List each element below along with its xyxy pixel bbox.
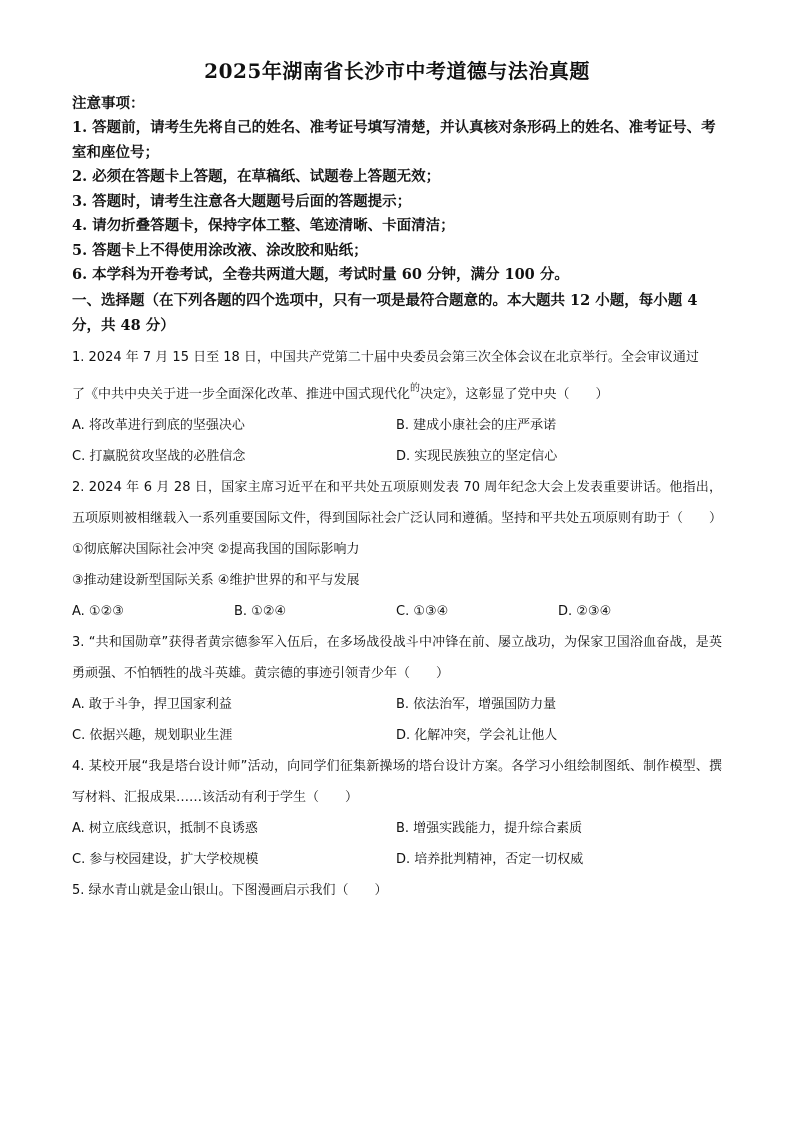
- question-2-option-b[interactable]: B. ①②④: [234, 603, 287, 619]
- notice-block: [72, 92, 722, 288]
- notice-item-2: 2. 必须在答题卡上答题，在草稿纸、试题卷上答题无效；: [72, 168, 441, 185]
- question-4-option-c[interactable]: C. 参与校园建设，扩大学校规模: [72, 851, 259, 867]
- question-2-statements-line1: ①彻底解决国际社会冲突 ②提高我国的国际影响力: [72, 541, 360, 557]
- question-1-option-a[interactable]: A. 将改革进行到底的坚强决心: [72, 417, 245, 433]
- notice-heading: 注意事项：: [72, 95, 145, 112]
- question-4: [72, 751, 722, 875]
- question-2-options: [72, 596, 722, 627]
- question-1-stem-part-a: 了《中共中央关于进一步全面深化改革、推进中国式现代化: [72, 386, 411, 402]
- question-3-option-c[interactable]: C. 依据兴趣，规划职业生涯: [72, 727, 233, 743]
- question-2-option-c[interactable]: C. ①③④: [396, 603, 449, 619]
- page-title: 2025年湖南省长沙市中考道德与法治真题: [204, 59, 590, 83]
- section-heading-choice: 一、选择题（在下列各题的四个选项中，只有一项是最符合题意的。本大题共 12 小题，每小题 4 分，共 48 分）: [72, 291, 698, 334]
- question-3-option-a[interactable]: A. 敢于斗争，捍卫国家利益: [72, 696, 232, 712]
- question-1-option-c[interactable]: C. 打赢脱贫攻坚战的必胜信念: [72, 448, 246, 464]
- question-1-options: [72, 410, 722, 472]
- question-2-option-d[interactable]: D. ②③④: [558, 603, 612, 619]
- question-4-stem: 4. 某校开展“我是塔台设计师”活动，向同学们征集新操场的塔台设计方案。各学习小组绘制图纸、制作模型、撰写材料、汇报成果……该活动有利于学生（ ）: [72, 758, 722, 805]
- question-1-option-d[interactable]: D. 实现民族独立的坚定信心: [396, 448, 558, 464]
- question-1-stem-de: 的: [410, 382, 421, 394]
- notice-item-3: 3. 答题时，请考生注意各大题题号后面的答题提示；: [72, 192, 412, 210]
- question-4-option-d[interactable]: D. 培养批判精神，否定一切权威: [396, 851, 584, 867]
- question-1: [72, 342, 722, 472]
- question-1-stem-part-b: 决定》，这彰显了党中央（ ）: [420, 386, 609, 402]
- notice-item-1: 1. 答题前，请考生先将自己的姓名、准考证号填写清楚，并认真核对条形码上的姓名、准考证号、考室和座位号；: [72, 119, 716, 161]
- question-2-statements-line2: ③推动建设新型国际关系 ④维护世界的和平与发展: [72, 572, 360, 588]
- question-4-option-b[interactable]: B. 增强实践能力，提升综合素质: [396, 820, 583, 836]
- question-4-option-a[interactable]: A. 树立底线意识，抵制不良诱惑: [72, 820, 258, 836]
- question-3-stem: 3. “共和国勋章”获得者黄宗德参军入伍后，在多场战役战斗中冲锋在前、屡立战功，为保家卫国浴血奋战，是英勇顽强、不怕牺牲的战斗英雄。黄宗德的事迹引领青少年（ ）: [72, 634, 722, 681]
- notice-item-6: 6. 本学科为开卷考试，全卷共两道大题，考试时量 60 分钟，满分 100 分。: [72, 266, 569, 283]
- question-5-stem: 5. 绿水青山就是金山银山。下图漫画启示我们（ ）: [72, 882, 388, 898]
- question-2-option-a[interactable]: A. ①②③: [72, 603, 124, 619]
- question-1-option-b[interactable]: B. 建成小康社会的庄严承诺: [396, 417, 557, 433]
- question-2: [72, 472, 722, 627]
- question-3-options: [72, 689, 722, 751]
- question-1-stem-line2: [72, 373, 722, 410]
- question-2-stem: 2. 2024 年 6 月 28 日，国家主席习近平在和平共处五项原则发表 70 周年纪念大会上发表重要讲话。他指出，五项原则被相继载入一系列重要国际文件，得到国际社会广泛认同和遵循。坚持和平共处五项原则有助于（ ）: [72, 479, 723, 526]
- question-4-options: [72, 813, 722, 875]
- question-3: [72, 627, 722, 751]
- question-1-stem-line1: 1. 2024 年 7 月 15 日至 18 日，中国共产党第二十届中央委员会第三次全体会议在北京举行。全会审议通过: [72, 349, 699, 365]
- question-3-option-b[interactable]: B. 依法治军，增强国防力量: [396, 696, 557, 712]
- question-3-option-d[interactable]: D. 化解冲突，学会礼让他人: [396, 727, 558, 743]
- notice-item-5: 5. 答题卡上不得使用涂改液、涂改胶和贴纸；: [72, 241, 368, 259]
- question-5: [72, 875, 722, 906]
- notice-item-4: 4. 请勿折叠答题卡，保持字体工整、笔迹清晰、卡面清洁；: [72, 217, 455, 234]
